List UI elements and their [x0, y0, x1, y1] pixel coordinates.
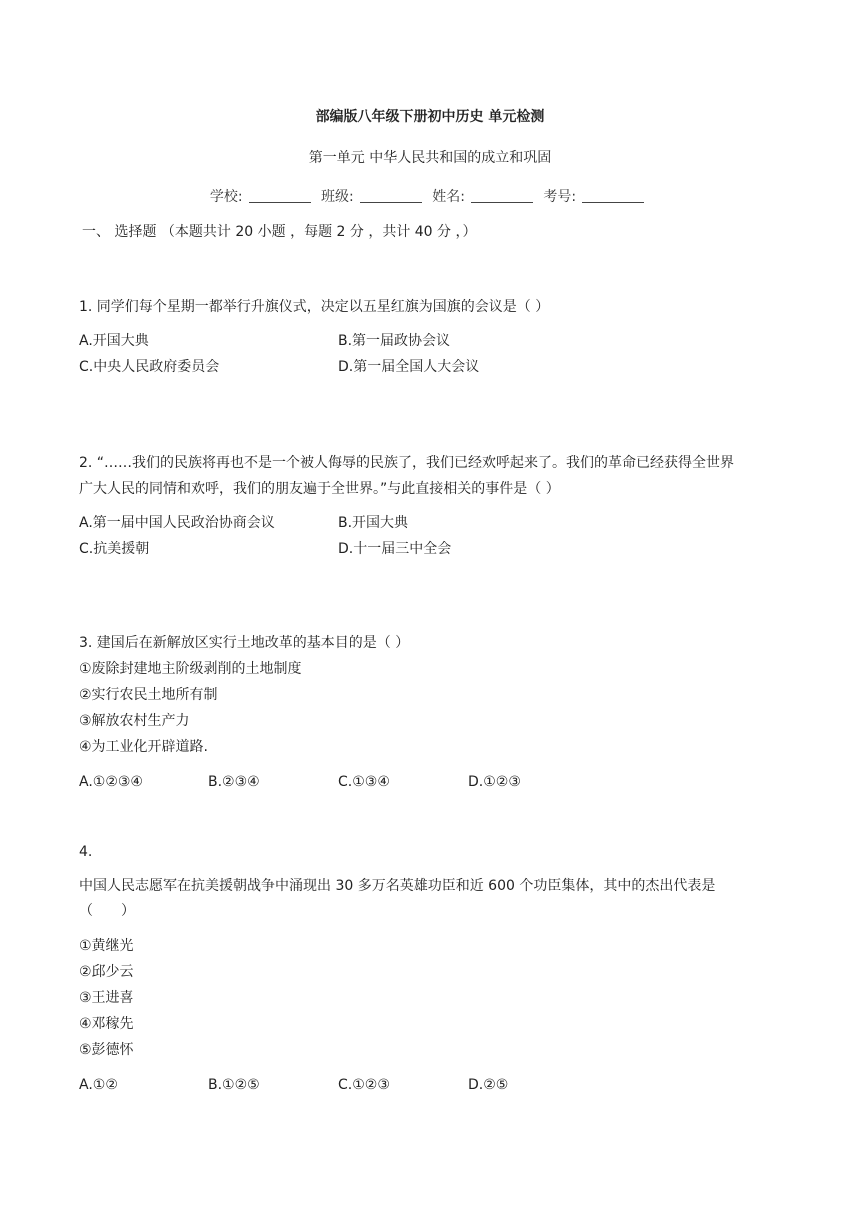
- question-2-option-b[interactable]: B.开国大典: [338, 515, 409, 531]
- name-blank[interactable]: [471, 188, 533, 203]
- question-2-option-c[interactable]: C.抗美援朝: [79, 541, 150, 557]
- question-4-item-4: ④邓稼先: [79, 1016, 134, 1032]
- question-4-item-1: ①黄继光: [79, 938, 134, 954]
- question-4-option-a[interactable]: A.①②: [79, 1077, 118, 1093]
- question-4-item-5: ⑤彭德怀: [79, 1042, 134, 1058]
- page-title: 部编版八年级下册初中历史 单元检测: [315, 109, 545, 125]
- question-1-option-a[interactable]: A.开国大典: [79, 333, 149, 349]
- question-2-option-d[interactable]: D.十一届三中全会: [338, 541, 452, 557]
- question-3-item-4: ④为工业化开辟道路.: [79, 739, 209, 755]
- question-4-option-d[interactable]: D.②⑤: [468, 1077, 509, 1093]
- question-2-stem-line-2: 广大人民的同情和欢呼，我们的朋友遍于全世界。”与此直接相关的事件是（ ）: [79, 481, 560, 497]
- question-3-option-a[interactable]: A.①②③④: [79, 774, 143, 790]
- exam-number-label: 考号:: [543, 189, 577, 205]
- question-3-option-d[interactable]: D.①②③: [468, 774, 521, 790]
- student-info-line: [0, 187, 860, 207]
- page-subtitle: 第一单元 中华人民共和国的成立和巩固: [308, 150, 552, 166]
- class-label: 班级:: [321, 189, 354, 205]
- question-1-option-b[interactable]: B.第一届政协会议: [338, 333, 451, 349]
- question-3-item-1: ①废除封建地主阶级剥削的土地制度: [79, 661, 302, 677]
- question-3-item-3: ③解放农村生产力: [79, 713, 190, 729]
- school-label: 学校:: [209, 189, 243, 205]
- question-3-stem: 3. 建国后在新解放区实行土地改革的基本目的是（ ）: [79, 635, 410, 651]
- question-1-stem: 1. 同学们每个星期一都举行升旗仪式，决定以五星红旗为国旗的会议是（ ）: [79, 299, 550, 315]
- question-3-option-c[interactable]: C.①③④: [338, 774, 390, 790]
- name-label: 姓名:: [432, 189, 465, 205]
- exam-number-blank[interactable]: [582, 188, 644, 203]
- question-4-item-3: ③王进喜: [79, 990, 134, 1006]
- school-blank[interactable]: [249, 188, 311, 203]
- question-4-stem-line-2: （ ）: [79, 903, 135, 919]
- question-3-option-b[interactable]: B.②③④: [208, 774, 260, 790]
- question-3-item-2: ②实行农民土地所有制: [79, 687, 218, 703]
- question-4-stem-line-1: 中国人民志愿军在抗美援朝战争中涌现出 30 多万名英雄功臣和近 600 个功臣集体，其中的杰出代表是: [79, 878, 716, 894]
- question-1-option-d[interactable]: D.第一届全国人大会议: [338, 359, 480, 375]
- section-heading: 一、 选择题 （本题共计 20 小题 ，每题 2 分 ，共计 40 分 ，）: [82, 224, 477, 240]
- class-blank[interactable]: [360, 188, 422, 203]
- question-4-option-b[interactable]: B.①②⑤: [208, 1077, 260, 1093]
- question-4-item-2: ②邱少云: [79, 964, 134, 980]
- question-2-stem-line-1: 2. “……我们的民族将再也不是一个被人侮辱的民族了，我们已经欢呼起来了。我们的革命已经获得全世界: [79, 455, 735, 471]
- question-1-option-c[interactable]: C.中央人民政府委员会: [79, 359, 220, 375]
- question-4-number: 4.: [79, 844, 93, 860]
- question-4-option-c[interactable]: C.①②③: [338, 1077, 390, 1093]
- question-2-option-a[interactable]: A.第一届中国人民政治协商会议: [79, 515, 275, 531]
